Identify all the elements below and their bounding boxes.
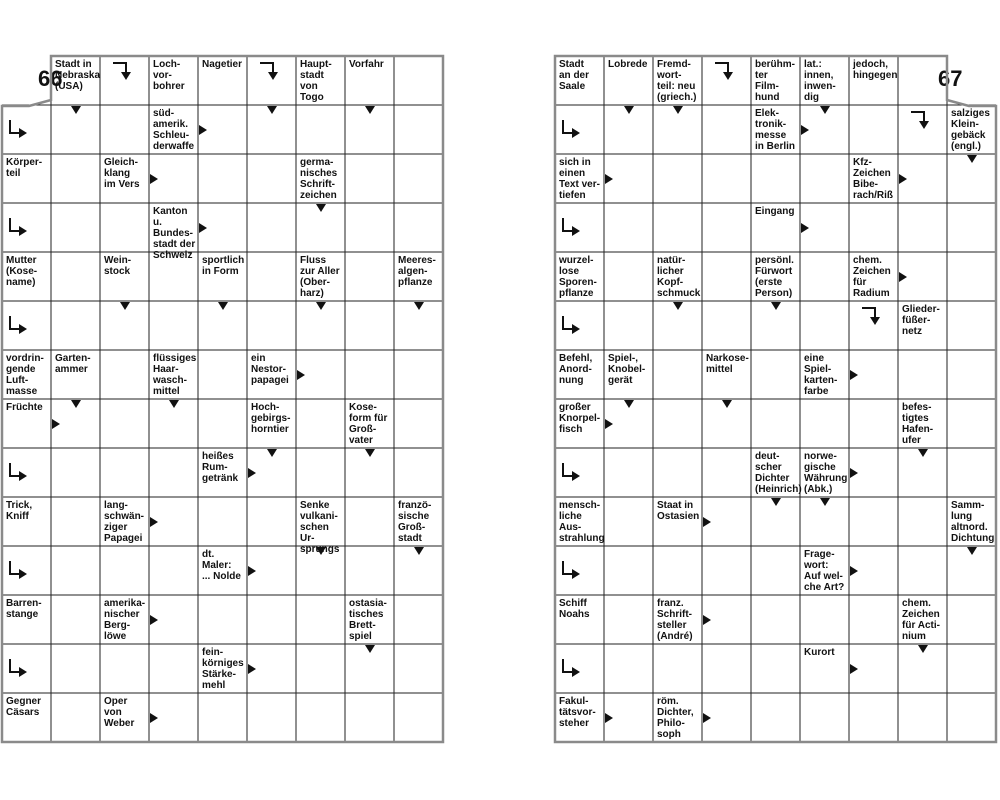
clue-text: fein- körniges Stärke- mehl [202, 647, 244, 691]
answer-cell[interactable] [653, 399, 702, 448]
clue-cell [947, 105, 996, 154]
clue-text: salziges Klein- gebäck (engl.) [951, 108, 990, 152]
clue-text: ein Nestor- papagei [251, 353, 289, 386]
arrow-cell [702, 497, 751, 546]
answer-cell[interactable] [800, 301, 849, 350]
arrow-cell [849, 448, 898, 497]
clue-text: Senke vulkani- schen Ur- sprungs [300, 500, 340, 555]
clue-text: Haupt- stadt von Togo [300, 59, 332, 103]
answer-cell[interactable] [702, 546, 751, 595]
answer-cell[interactable] [604, 203, 653, 252]
clue-text: Trick, Kniff [6, 500, 33, 522]
answer-cell[interactable] [653, 644, 702, 693]
answer-cell[interactable] [702, 448, 751, 497]
arrow-cell [555, 644, 604, 693]
arrow-cell [947, 546, 996, 595]
clue-cell [555, 350, 604, 399]
arrow-turn-right-icon [562, 218, 572, 232]
clue-text: Loch- vor- bohrer [153, 59, 185, 92]
clue-cell [751, 448, 800, 497]
arrow-right-icon [899, 272, 907, 282]
arrow-cell [898, 154, 947, 203]
clue-cell [898, 301, 947, 350]
clue-cell [555, 595, 604, 644]
arrow-down-icon [820, 106, 830, 114]
arrow-cell [800, 203, 849, 252]
clue-text: eine Spiel- karten- farbe [804, 353, 838, 397]
arrow-down-icon [722, 400, 732, 408]
clue-text: natür- licher Kopf- schmuck [657, 255, 701, 299]
arrow-turn-right-icon [562, 316, 572, 330]
arrow-cell [849, 546, 898, 595]
clue-cell [898, 399, 947, 448]
clue-text: Früchte [6, 402, 43, 413]
arrow-cell [947, 154, 996, 203]
clue-cell [849, 154, 898, 203]
clue-text: Kfz- Zeichen Bibe- rach/Riß [853, 157, 894, 201]
clue-text: amerika- nischer Berg- löwe [104, 598, 146, 642]
answer-cell[interactable] [849, 105, 898, 154]
arrow-right-icon [850, 566, 858, 576]
answer-cell[interactable] [751, 693, 800, 742]
arrow-right-icon [801, 125, 809, 135]
arrow-cell [849, 644, 898, 693]
clue-text: Kose- form für Groß- vater [349, 402, 388, 446]
answer-cell[interactable] [898, 350, 947, 399]
clue-cell [702, 350, 751, 399]
arrow-down-icon [967, 547, 977, 555]
answer-cell[interactable] [751, 154, 800, 203]
arrow-down-icon [771, 498, 781, 506]
answer-cell[interactable] [702, 203, 751, 252]
answer-cell[interactable] [947, 399, 996, 448]
clue-cell [653, 252, 702, 301]
answer-cell[interactable] [702, 154, 751, 203]
answer-cell[interactable] [751, 350, 800, 399]
page-number: 66 [38, 66, 63, 91]
arrow-cell [898, 448, 947, 497]
clue-text: berühm- ter Film- hund [755, 59, 795, 103]
arrow-right-icon [850, 468, 858, 478]
answer-cell[interactable] [751, 399, 800, 448]
clue-cell [555, 497, 604, 546]
clue-cell [604, 56, 653, 105]
answer-cell[interactable] [898, 56, 947, 105]
arrow-cell [751, 301, 800, 350]
clue-text: heißes Rum- getränk [202, 451, 239, 484]
answer-cell[interactable] [751, 644, 800, 693]
clue-cell [653, 693, 702, 742]
answer-cell[interactable] [947, 448, 996, 497]
answer-cell[interactable] [604, 497, 653, 546]
arrow-cell [555, 448, 604, 497]
arrow-turn-right-icon [562, 120, 572, 134]
clue-text: Hoch- gebirgs- horntier [251, 402, 291, 435]
arrow-cell [800, 105, 849, 154]
clue-text: Mutter (Kose- name) [6, 255, 38, 288]
arrow-right-icon [850, 370, 858, 380]
arrow-cell [702, 693, 751, 742]
clue-text: Barren- stange [6, 598, 42, 620]
arrow-down-icon [771, 302, 781, 310]
answer-cell[interactable] [849, 693, 898, 742]
clue-text: ostasia- tisches Brett- spiel [349, 598, 387, 642]
clue-text: Kanton u. Bundes- stadt der Schweiz [153, 206, 196, 261]
arrow-cell [555, 301, 604, 350]
answer-cell[interactable] [751, 595, 800, 644]
answer-cell[interactable] [947, 301, 996, 350]
clue-text: Gegner Cäsars [6, 696, 42, 718]
answer-cell[interactable] [604, 546, 653, 595]
arrow-down-icon [673, 106, 683, 114]
arrow-turn-right-icon [562, 659, 572, 673]
clue-text: franz. Schrift- steller (André) [657, 598, 693, 642]
arrow-down-icon [967, 155, 977, 163]
arrow-turn-down-icon [715, 62, 729, 72]
arrow-down-icon [624, 106, 634, 114]
clue-cell [555, 252, 604, 301]
arrow-down-icon [918, 449, 928, 457]
clue-cell [800, 350, 849, 399]
arrow-right-icon [605, 174, 613, 184]
answer-cell[interactable] [898, 203, 947, 252]
answer-cell[interactable] [898, 546, 947, 595]
clue-cell [800, 644, 849, 693]
answer-cell[interactable] [800, 693, 849, 742]
answer-cell[interactable] [947, 644, 996, 693]
clue-text: lang- schwän- ziger Papagei [104, 500, 145, 544]
clue-text: süd- amerik. Schleu- derwaffe [153, 108, 195, 152]
clue-text: chem. Zeichen für Acti- nium [902, 598, 940, 642]
clue-text: Nagetier [202, 59, 243, 70]
answer-cell[interactable] [702, 644, 751, 693]
arrow-cell [555, 546, 604, 595]
answer-cell[interactable] [653, 448, 702, 497]
clue-text: Stadt in Nebraska (USA) [55, 59, 101, 92]
answer-cell[interactable] [849, 595, 898, 644]
arrow-right-icon [801, 223, 809, 233]
arrow-cell [800, 497, 849, 546]
arrow-turn-down-icon [911, 111, 925, 121]
arrow-right-icon [703, 615, 711, 625]
answer-cell[interactable] [604, 448, 653, 497]
answer-cell[interactable] [702, 252, 751, 301]
answer-cell[interactable] [653, 350, 702, 399]
clue-text: germa- nisches Schrift- zeichen [300, 157, 338, 201]
clue-cell [555, 56, 604, 105]
answer-cell[interactable] [898, 693, 947, 742]
arrow-cell [604, 154, 653, 203]
clue-cell [751, 252, 800, 301]
arrow-turn-right-icon [562, 561, 572, 575]
arrow-cell [751, 497, 800, 546]
arrow-cell [849, 350, 898, 399]
clue-text: sich in einen Text ver- tiefen [559, 157, 600, 201]
clue-text: deut- scher Dichter (Heinrich) [755, 451, 802, 495]
clue-text: Frage- wort: Auf wel- che Art? [804, 549, 845, 593]
arrow-cell [604, 399, 653, 448]
answer-cell[interactable] [702, 301, 751, 350]
clue-text: lat.: innen, inwen- dig [804, 59, 836, 103]
clue-text: Meeres- algen- pflanze [398, 255, 436, 288]
clue-text: sportlich in Form [202, 255, 245, 277]
answer-cell[interactable] [604, 644, 653, 693]
arrow-right-icon [605, 713, 613, 723]
clue-cell [653, 497, 702, 546]
arrow-cell [702, 56, 751, 105]
answer-cell[interactable] [947, 203, 996, 252]
arrow-right-icon [899, 174, 907, 184]
clue-text: Glieder- füßer- netz [902, 304, 940, 337]
arrow-down-icon [624, 400, 634, 408]
clue-text: Befehl, Anord- nung [559, 353, 593, 386]
clue-cell [555, 154, 604, 203]
clue-text: Fremd- wort- teil: neu (griech.) [657, 59, 697, 103]
clue-cell [555, 693, 604, 742]
clue-text: Staat in Ostasien [657, 500, 700, 522]
arrow-cell [653, 301, 702, 350]
arrow-cell [898, 252, 947, 301]
clue-text: befes- tigtes Hafen- ufer [902, 402, 934, 446]
answer-cell[interactable] [947, 350, 996, 399]
clue-text: vordrin- gende Luft- masse [6, 353, 44, 397]
clue-text: Spiel-, Knobel- gerät [608, 353, 646, 386]
clue-cell [653, 595, 702, 644]
arrow-cell [555, 203, 604, 252]
clue-text: Lobrede [608, 59, 648, 70]
clue-cell [751, 56, 800, 105]
clue-text: Kurort [804, 647, 835, 658]
page-number: 67 [938, 66, 963, 91]
clue-text: chem. Zeichen für Radium [853, 255, 891, 299]
clue-text: Oper von Weber [104, 696, 135, 729]
clue-cell [751, 105, 800, 154]
answer-cell[interactable] [653, 203, 702, 252]
clue-cell [898, 595, 947, 644]
clue-cell [849, 252, 898, 301]
clue-text: jedoch, hingegen [853, 59, 898, 81]
arrow-cell [653, 105, 702, 154]
arrow-right-icon [850, 664, 858, 674]
clue-text: persönl. Fürwort (erste Person) [755, 255, 794, 299]
clue-cell [751, 203, 800, 252]
answer-cell[interactable] [604, 595, 653, 644]
clue-cell [800, 448, 849, 497]
clue-text: wurzel- lose Sporen- pflanze [559, 255, 597, 299]
arrow-turn-down-icon [862, 307, 876, 317]
answer-cell[interactable] [604, 301, 653, 350]
clue-cell [800, 56, 849, 105]
clue-text: flüssiges Haar- wasch- mittel [153, 353, 197, 397]
clue-cell [947, 497, 996, 546]
arrow-right-icon [605, 419, 613, 429]
answer-cell[interactable] [849, 497, 898, 546]
clue-text: Eingang [755, 206, 795, 217]
answer-cell[interactable] [653, 154, 702, 203]
answer-cell[interactable] [653, 546, 702, 595]
answer-cell[interactable] [947, 252, 996, 301]
clue-text: franzö- sische Groß- stadt [398, 500, 432, 544]
clue-text: mensch- liche Aus- strahlung [559, 500, 605, 544]
arrow-cell [604, 105, 653, 154]
clue-text: großer Knorpel- fisch [559, 402, 601, 435]
arrow-down-icon [820, 498, 830, 506]
clue-text: Fakul- tätsvor- steher [559, 696, 596, 729]
clue-text: Gleich- klang im Vers [104, 157, 140, 190]
clue-cell [604, 350, 653, 399]
answer-cell[interactable] [751, 546, 800, 595]
answer-cell[interactable] [800, 154, 849, 203]
clue-text: röm. Dichter, Philo- soph [657, 696, 694, 740]
answer-cell[interactable] [947, 595, 996, 644]
answer-cell[interactable] [800, 595, 849, 644]
arrow-cell [898, 644, 947, 693]
clue-cell [800, 546, 849, 595]
answer-cell[interactable] [800, 252, 849, 301]
arrow-cell [898, 105, 947, 154]
answer-cell[interactable] [849, 203, 898, 252]
arrow-cell [604, 693, 653, 742]
answer-cell[interactable] [849, 399, 898, 448]
clue-text: Schiff Noahs [559, 598, 590, 620]
clue-cell [555, 399, 604, 448]
arrow-down-icon [673, 302, 683, 310]
clue-text: Wein- stock [104, 255, 132, 277]
answer-cell[interactable] [702, 105, 751, 154]
arrow-cell [849, 301, 898, 350]
clue-text: dt. Maler: ... Nolde [202, 549, 241, 582]
clue-text: norwe- gische Währung (Abk.) [804, 451, 848, 495]
arrow-down-icon [918, 645, 928, 653]
clue-text: Stadt an der Saale [559, 59, 590, 92]
answer-cell[interactable] [947, 693, 996, 742]
arrow-right-icon [703, 517, 711, 527]
answer-cell[interactable] [800, 399, 849, 448]
clue-cell [849, 56, 898, 105]
arrow-cell [555, 105, 604, 154]
clue-cell [653, 56, 702, 105]
clue-text: Narkose- mittel [706, 353, 749, 375]
arrow-cell [702, 595, 751, 644]
clue-text: Körper- teil [6, 157, 43, 179]
clue-text: Fluss zur Aller (Ober- harz) [300, 255, 340, 299]
clue-text: Elek- tronik- messe in Berlin [755, 108, 796, 152]
clue-text: Garten- ammer [55, 353, 91, 375]
clue-text: Vorfahr [349, 59, 384, 70]
arrow-turn-right-icon [562, 463, 572, 477]
arrow-cell [702, 399, 751, 448]
answer-cell[interactable] [604, 252, 653, 301]
clue-text: Samm- lung altnord. Dichtung [951, 500, 995, 544]
arrow-right-icon [703, 713, 711, 723]
answer-cell[interactable] [898, 497, 947, 546]
